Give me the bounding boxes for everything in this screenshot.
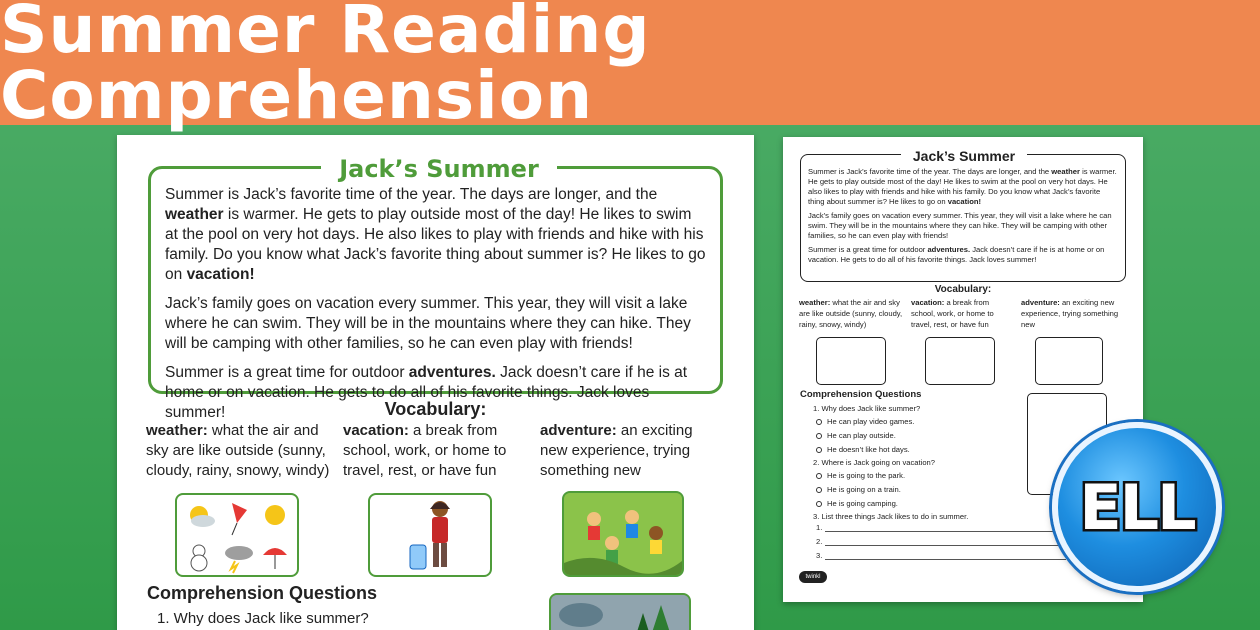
- weather-illustration-small: [816, 337, 886, 385]
- comprehension-heading: Comprehension Questions: [147, 583, 378, 603]
- answer-line-1[interactable]: 1.: [816, 523, 1066, 532]
- q1-option-2[interactable]: He can play outside.: [816, 431, 896, 440]
- answer-line-2[interactable]: 2.: [816, 537, 1066, 546]
- ell-badge-label: ELL: [1079, 470, 1195, 544]
- story-paragraph-2-small: Jack’s family goes on vacation every summer. This year, they will visit a lake where he can swim. They will be in the mountains where they can hike. They will be camping with other families, so he can even play with friends!: [808, 211, 1112, 240]
- vocab-adventure-small: adventure: an exciting new experience, trying something new: [1021, 298, 1119, 329]
- story-box-small: [800, 148, 1126, 282]
- radio-icon[interactable]: [816, 473, 822, 479]
- story-paragraph-2: Jack’s family goes on vacation every summer. This year, they will visit a lake where he can swim. They will be in the mountains where they can hike. They will be camping with other families, so he can even play with friends!: [165, 295, 691, 352]
- radio-icon[interactable]: [816, 447, 822, 453]
- story-paragraph-1-small: Summer is Jack’s favorite time of the year. The days are longer, and the weather is warmer. He gets to play outside most of the day! He likes to swim at the pool on very hot days. He also likes to play with friends and hike with his family. Do you know what Jack’s favorite thing about summer is? He likes to go on vacation!: [808, 167, 1117, 206]
- question-2-small: 2. Where is Jack going on vacation?: [813, 458, 935, 467]
- story-paragraph-1: Summer is Jack’s favorite time of the year. The days are longer, and the weather is warmer. He gets to play outside most of the day! He likes to swim at the pool on very hot days. He also likes to play with friends and hike with his family. Do you know what Jack’s favorite thing about summer is? He likes to go on vacation!: [165, 186, 706, 283]
- weather-illustration: [175, 493, 299, 577]
- radio-icon[interactable]: [816, 501, 822, 507]
- story-title: Jack’s Summer: [321, 155, 557, 183]
- story-paragraph-3: Summer is a great time for outdoor adventures. Jack doesn’t care if he is at home or on vacation. He gets to do all of his favorite things. Jack loves summer!: [165, 364, 688, 421]
- question-1-small: 1. Why does Jack like summer?: [813, 404, 921, 413]
- story-paragraph-3-small: Summer is a great time for outdoor adventures. Jack doesn’t care if he is at home or on vacation. He gets to do all of his favorite things. Jack loves summer!: [808, 245, 1105, 264]
- radio-icon[interactable]: [816, 433, 822, 439]
- q1-option-3[interactable]: He doesn’t like hot days.: [816, 445, 910, 454]
- camping-illustration: [549, 593, 691, 630]
- vacation-illustration-small: [925, 337, 995, 385]
- vocab-vacation: vacation: a break from school, work, or home to travel, rest, or have fun: [343, 422, 507, 479]
- q1-option-1[interactable]: He can play video games.: [816, 417, 914, 426]
- radio-icon[interactable]: [816, 487, 822, 493]
- radio-icon[interactable]: [816, 419, 822, 425]
- ell-badge: [1052, 422, 1222, 592]
- vacation-illustration: [368, 493, 492, 577]
- q2-option-3[interactable]: He is going camping.: [816, 499, 898, 508]
- title-banner: [0, 0, 1260, 134]
- adventure-illustration: [562, 491, 684, 577]
- q2-option-2[interactable]: He is going on a train.: [816, 485, 901, 494]
- adventure-illustration-small: [1035, 337, 1103, 385]
- vocab-weather-small: weather: what the air and sky are like outside (sunny, cloudy, rainy, snowy, windy): [799, 298, 903, 329]
- answer-line-3[interactable]: 3.: [816, 551, 1066, 560]
- banner-title: Summer Reading Comprehension: [0, 0, 651, 134]
- vocab-weather: weather: what the air and sky are like outside (sunny, cloudy, rainy, snowy, windy): [146, 422, 330, 479]
- comprehension-heading-small: Comprehension Questions: [800, 389, 922, 400]
- twinkl-logo: twinkl: [799, 571, 827, 583]
- vocab-adventure: adventure: an exciting new experience, trying something new: [540, 422, 693, 479]
- question-1: 1. Why does Jack like summer?: [157, 610, 369, 627]
- vocab-vacation-small: vacation: a break from school, work, or home to travel, rest, or have fun: [911, 298, 994, 329]
- q2-option-1[interactable]: He is going to the park.: [816, 471, 905, 480]
- vocabulary-heading: Vocabulary:: [384, 399, 487, 419]
- story-title-small: Jack’s Summer: [901, 148, 1027, 164]
- question-3-small: 3. List three things Jack likes to do in summer.: [813, 512, 969, 521]
- worksheet-preview-large: [117, 135, 754, 630]
- vocabulary-heading-small: Vocabulary:: [934, 284, 992, 295]
